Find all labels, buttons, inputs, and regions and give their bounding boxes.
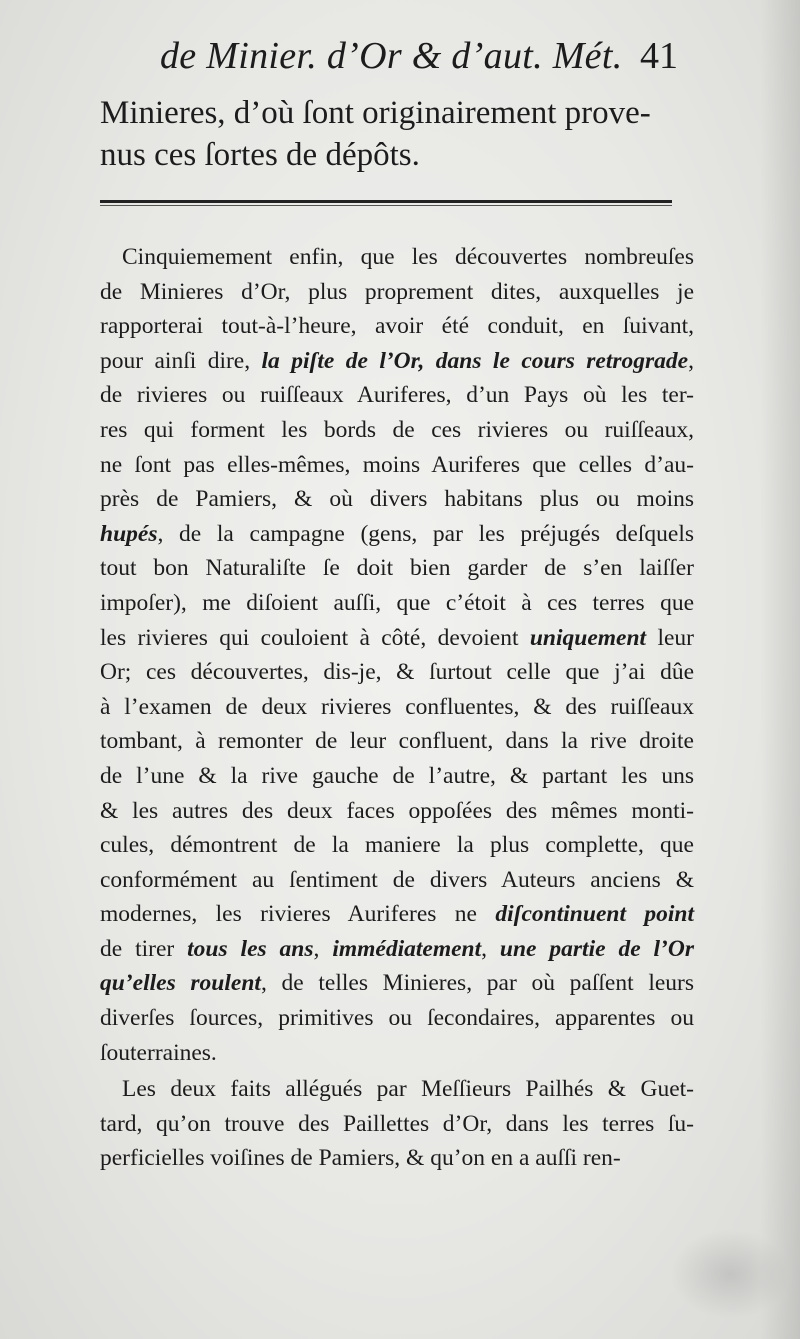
text-line — [100, 621, 694, 656]
italic-phrase: diſcontinuent point — [495, 901, 694, 928]
italic-phrase: la piſte de l’Or, dans le cours retrograde — [261, 347, 689, 374]
text-line — [100, 863, 694, 898]
text-run: Or; ces découvertes, dis-je, & ſurtout celle que j’ai dûe — [100, 659, 694, 686]
text-line — [100, 794, 694, 829]
text-line — [100, 1141, 694, 1176]
body-text — [100, 240, 694, 1176]
text-line — [100, 309, 694, 344]
text-run: rapporterai tout-à-l’heure, avoir été conduit, en ſuivant, — [100, 313, 694, 340]
text-run: ſouterraines. — [100, 1039, 217, 1066]
text-run: impoſer), me diſoient auſſi, que c’étoit à ces terres que — [100, 589, 694, 616]
text-line — [100, 378, 694, 413]
text-line — [100, 344, 694, 379]
text-line: nus ces ſortes de dépôts. — [100, 137, 420, 173]
text-run: Cinquiemement enfin, que les découvertes nombreuſes — [122, 244, 694, 270]
italic-phrase: uniquement — [529, 624, 647, 651]
text-run: perficielles voiſines de Pamiers, & qu’on en a auſſi ren- — [100, 1145, 621, 1172]
text-run: , — [688, 347, 694, 374]
page-edge-shadow — [760, 0, 800, 1339]
text-run: pour ainſi dire, — [100, 347, 262, 374]
text-run: conformément au ſentiment de divers Auteurs anciens & — [100, 866, 694, 893]
text-line — [100, 655, 694, 690]
text-line — [100, 448, 694, 483]
text-run: tombant, à remonter de leur confluent, dans la rive droite — [100, 728, 694, 755]
continued-paragraph — [100, 92, 700, 176]
text-run: cules, démontrent de la maniere la plus complette, que — [100, 832, 694, 859]
text-line — [100, 413, 694, 448]
text-line — [100, 690, 694, 725]
text-line — [100, 1107, 694, 1142]
text-run: de rivieres ou ruiſſeaux Auriferes, d’un Pays où les ter- — [100, 382, 694, 409]
text-line — [100, 966, 694, 1001]
text-line — [100, 482, 694, 517]
text-line — [100, 759, 694, 794]
text-line — [100, 517, 694, 552]
text-run: ne ſont pas elles-mêmes, moins Auriferes que celles d’au- — [100, 451, 694, 478]
text-run: les rivieres qui couloient à côté, devoient — [100, 624, 530, 651]
italic-phrase: immédiatement — [332, 935, 482, 962]
italic-phrase: qu’elles roulent — [100, 970, 261, 997]
text-run: & les autres des deux faces oppoſées des mêmes monti- — [100, 797, 694, 824]
text-line — [100, 275, 694, 310]
text-run: tard, qu’on trouve des Paillettes d’Or, dans les terres ſu- — [100, 1110, 694, 1137]
text-run: res qui forment les bords de ces rivieres ou ruiſſeaux, — [100, 416, 694, 443]
text-line — [100, 897, 694, 932]
text-run: , — [313, 935, 333, 962]
paper-stain — [670, 1229, 790, 1319]
text-run: , de telles Minieres, par où paſſent leurs — [260, 970, 694, 997]
text-run: près de Pamiers, & où divers habitans plus ou moins — [100, 486, 694, 513]
section-rule — [100, 200, 672, 203]
page-number: 41 — [640, 35, 678, 77]
text-line — [100, 240, 694, 275]
text-line — [100, 1036, 694, 1071]
text-run: leur — [646, 624, 694, 651]
text-line: Minieres, d’où ſont originairement prove- — [100, 95, 651, 131]
text-run: modernes, les rivieres Auriferes ne — [100, 901, 496, 928]
paragraph — [100, 1072, 694, 1176]
running-title: de Minier. d’Or & d’aut. Mét. — [160, 35, 623, 77]
text-run: , de la campagne (gens, par les préjugés deſquels — [157, 520, 694, 547]
text-line — [100, 828, 694, 863]
text-run: , — [481, 935, 500, 962]
text-line — [100, 932, 694, 967]
italic-phrase: une partie de l’Or — [499, 935, 694, 962]
paragraph — [100, 240, 694, 1070]
text-run: Les deux faits allégués par Meſſieurs Pailhés & Guet- — [122, 1076, 694, 1103]
text-run: diverſes ſources, primitives ou ſecondaires, apparentes ou — [100, 1005, 694, 1032]
text-run: de Minieres d’Or, plus proprement dites, auxquelles je — [100, 278, 694, 305]
text-line — [100, 724, 694, 759]
text-line — [100, 1001, 694, 1036]
text-run: tout bon Naturaliſte ſe doit bien garder de s’en laiſſer — [100, 555, 694, 582]
text-run: à l’examen de deux rivieres confluentes, & des ruiſſeaux — [100, 693, 694, 720]
text-run: de l’une & la rive gauche de l’autre, & partant les uns — [100, 762, 694, 789]
text-line — [100, 1072, 694, 1107]
italic-phrase: hupés — [100, 520, 158, 547]
text-line — [100, 586, 694, 621]
text-run: de tirer — [100, 935, 188, 962]
text-line — [100, 551, 694, 586]
italic-phrase: tous les ans — [187, 935, 314, 962]
